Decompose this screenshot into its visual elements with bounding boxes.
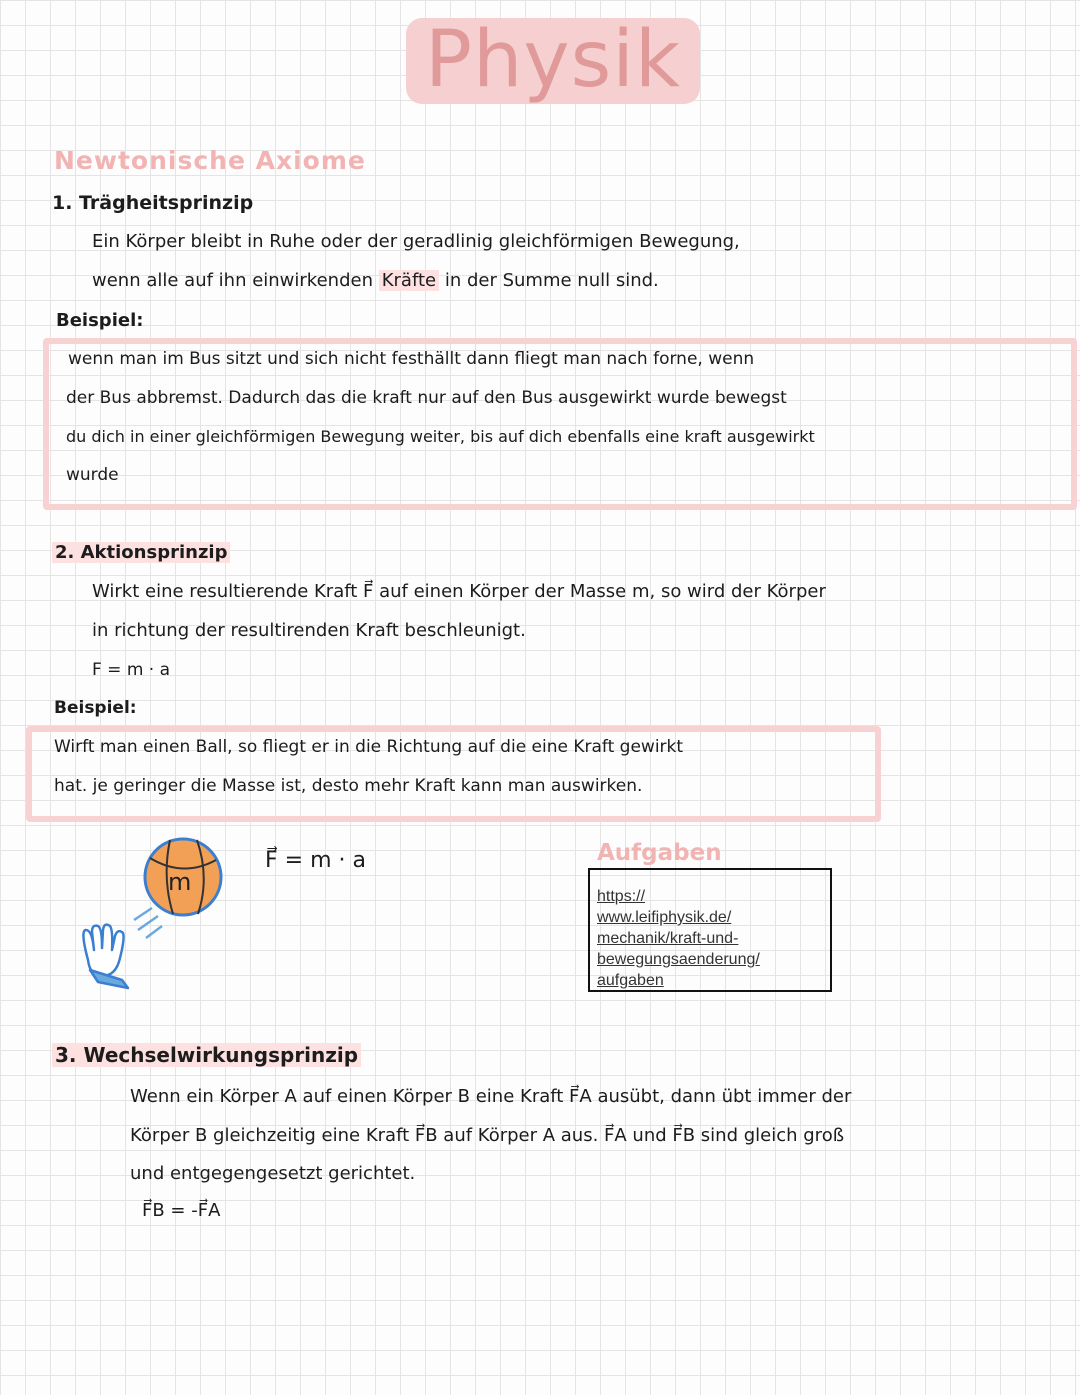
tasks-link-line2: www.leifiphysik.de/ — [597, 909, 732, 926]
p2-example-line1: Wirft man einen Ball, so fliegt er in die Richtung auf die eine Kraft gewirkt — [54, 737, 684, 757]
p1-line2c: in der Summe null sind. — [444, 270, 659, 291]
p1-line2 — [92, 270, 659, 291]
p3-line2: Körper B gleichzeitig eine Kraft F⃗B auf Körper A aus. F⃗A und F⃗B sind gleich groß — [130, 1125, 845, 1146]
p1-example-line1: wenn man im Bus sitzt und sich nicht festhällt dann fliegt man nach forne, wenn — [68, 349, 755, 369]
heading-wechselwirkungsprinzip: 3. Wechselwirkungsprinzip — [52, 1043, 361, 1067]
p1-example-line3: du dich in einer gleichförmigen Bewegung weiter, bis auf dich ebenfalls eine kraft ausgewirkt — [66, 427, 815, 446]
tasks-link[interactable] — [597, 888, 760, 989]
tasks-label: Aufgaben — [597, 840, 722, 866]
tasks-link-line1: https:// — [597, 888, 646, 905]
p1-example-label: Beispiel: — [56, 310, 144, 331]
tasks-link-line5: aufgaben — [597, 972, 664, 989]
p2-formula: F = m · a — [92, 660, 171, 680]
p3-line1: Wenn ein Körper A auf einen Körper B eine Kraft F⃗A ausübt, dann übt immer der — [130, 1086, 852, 1107]
p2-line1: Wirkt eine resultierende Kraft F⃗ auf einen Körper der Masse m, so wird der Körper — [92, 581, 826, 602]
p1-line2a: wenn alle auf ihn einwirkenden — [92, 270, 373, 291]
p2-formula-vector: F⃗ = m · a — [265, 848, 366, 873]
section-title: Newtonische Axiome — [54, 146, 366, 175]
ball-throw-illustration — [70, 830, 240, 995]
p1-highlight-kraefte: Kräfte — [379, 270, 439, 291]
p3-line3: und entgegengesetzt gerichtet. — [130, 1163, 416, 1184]
p3-formula: F⃗B = -F⃗A — [142, 1200, 221, 1221]
p2-example-line2: hat. je geringer die Masse ist, desto mehr Kraft kann man auswirken. — [54, 776, 643, 796]
heading-traegheitsprinzip: 1. Trägheitsprinzip — [52, 192, 254, 214]
ball-mass-label: m — [168, 868, 192, 896]
p1-example-line2: der Bus abbremst. Dadurch das die kraft nur auf den Bus ausgewirkt wurde bewegst — [66, 388, 787, 408]
hand-icon — [83, 925, 128, 988]
tasks-link-line3: mechanik/kraft-und- — [597, 930, 739, 947]
p2-example-label: Beispiel: — [54, 698, 137, 718]
p1-line1: Ein Körper bleibt in Ruhe oder der geradlinig gleichförmigen Bewegung, — [92, 231, 740, 252]
p2-line2: in richtung der resultirenden Kraft beschleunigt. — [92, 620, 526, 641]
p1-example-line4: wurde — [66, 465, 119, 485]
heading-aktionsprinzip: 2. Aktionsprinzip — [52, 542, 230, 563]
tasks-link-line4: bewegungsaenderung/ — [597, 951, 760, 968]
tasks-link-box[interactable] — [588, 868, 832, 992]
page-title: Physik — [424, 15, 682, 105]
motion-lines-icon — [134, 908, 162, 938]
